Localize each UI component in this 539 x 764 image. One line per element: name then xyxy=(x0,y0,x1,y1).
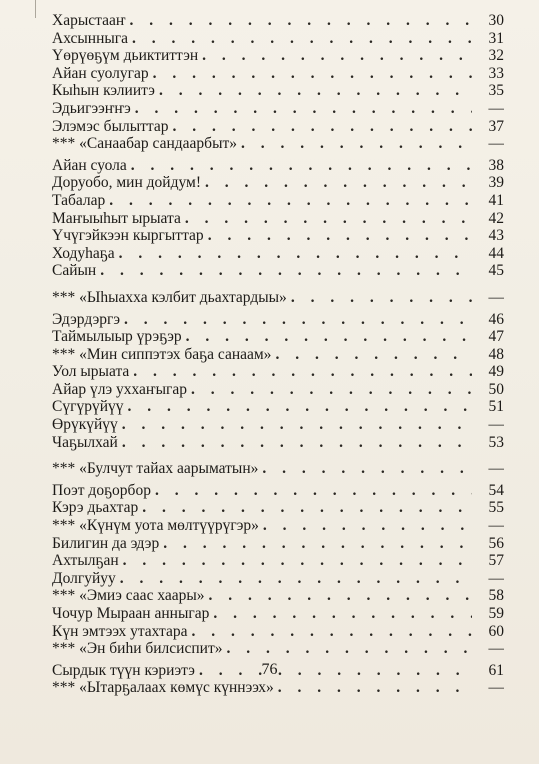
dot-leader xyxy=(191,381,472,399)
toc-entry-title: *** «Эмиэ саас хаары» xyxy=(52,587,205,605)
dot-leader xyxy=(120,570,472,588)
toc-entry-title: Сүгүрүйүү xyxy=(52,398,124,416)
toc-entry xyxy=(52,535,504,553)
toc-entry-page: 56 xyxy=(488,534,504,552)
toc-entry-page: — xyxy=(488,288,504,306)
toc-entry xyxy=(52,289,504,307)
toc-entry-title: *** «Мин сиппэтэх баҕа санаам» xyxy=(52,345,272,363)
toc-entry-page: — xyxy=(488,416,504,434)
toc-entry-page: 48 xyxy=(488,345,504,363)
toc-entry-page: — xyxy=(488,640,504,658)
toc-entry-title: Айан суола xyxy=(52,156,127,174)
toc-entry xyxy=(52,460,504,478)
toc-entry xyxy=(52,570,504,588)
toc-entry-title: Эдэрдэргэ xyxy=(52,310,121,328)
toc-entry xyxy=(52,398,504,416)
toc-entry xyxy=(52,346,504,364)
dot-leader xyxy=(173,118,473,136)
dot-leader xyxy=(135,100,472,118)
dot-leader xyxy=(163,535,472,553)
dot-leader xyxy=(291,289,472,307)
toc-entry xyxy=(52,482,504,500)
dot-leader xyxy=(142,499,472,517)
dot-leader xyxy=(159,82,472,100)
dot-leader xyxy=(226,640,472,658)
toc-entry-title: Долгуйуу xyxy=(52,569,116,587)
dot-leader xyxy=(124,311,472,329)
dot-leader xyxy=(263,517,472,535)
toc-entry-title: *** «Санаабар сандаарбыт» xyxy=(52,135,238,153)
toc-entry-title: Билигин да эдэр xyxy=(52,534,160,552)
toc-entry xyxy=(52,47,504,65)
dot-leader xyxy=(109,192,472,210)
toc-entry-title: Сайын xyxy=(52,262,97,280)
table-of-contents xyxy=(52,12,504,697)
toc-entry xyxy=(52,416,504,434)
toc-entry-title: Ахтылҕан xyxy=(52,552,119,570)
toc-entry-page: 55 xyxy=(488,499,504,517)
dot-leader xyxy=(100,262,472,280)
toc-entry-page: 37 xyxy=(488,117,504,135)
page-number: 76 xyxy=(261,661,278,678)
dot-leader xyxy=(202,47,472,65)
toc-entry xyxy=(52,82,504,100)
dot-leader xyxy=(123,552,472,570)
toc-entry-title: *** «Булчут тайах аарыматын» xyxy=(52,460,259,478)
dot-leader xyxy=(241,135,472,153)
toc-entry-title: Уол ырыата xyxy=(52,363,130,381)
dot-leader xyxy=(128,398,473,416)
toc-entry-page: 33 xyxy=(488,64,504,82)
toc-entry xyxy=(52,227,504,245)
toc-entry-page: 47 xyxy=(488,328,504,346)
toc-entry xyxy=(52,552,504,570)
dot-leader xyxy=(275,346,472,364)
toc-entry-title: Үчүгэйкээн кыргыттар xyxy=(52,227,204,245)
toc-entry xyxy=(52,434,504,452)
toc-entry-title: Күн эмтээх утахтара xyxy=(52,622,188,640)
toc-entry-page: 53 xyxy=(488,433,504,451)
toc-entry xyxy=(52,328,504,346)
dot-leader xyxy=(133,363,472,381)
toc-entry-page: — xyxy=(488,99,504,117)
toc-entry-title: Элэмэс былыттар xyxy=(52,117,169,135)
toc-entry-page: 46 xyxy=(488,310,504,328)
dot-leader xyxy=(132,30,472,48)
toc-entry xyxy=(52,262,504,280)
toc-entry-title: Табалар xyxy=(52,191,106,209)
toc-entry xyxy=(52,517,504,535)
toc-entry-title: Ходуһаҕа xyxy=(52,244,115,262)
toc-entry xyxy=(52,640,504,658)
toc-entry-page: 57 xyxy=(488,552,504,570)
toc-entry-title: Сырдык түүн кэриэтэ xyxy=(52,661,195,679)
toc-entry-title: Чаҕылхай xyxy=(52,433,118,451)
toc-entry-page: 30 xyxy=(488,12,504,29)
dot-leader xyxy=(185,210,472,228)
toc-entry xyxy=(52,174,504,192)
toc-entry-title: Чочур Мыраан анныгар xyxy=(52,605,210,622)
toc-entry-page: — xyxy=(488,135,504,153)
toc-entry xyxy=(52,605,504,623)
toc-entry xyxy=(52,363,504,381)
toc-entry xyxy=(52,210,504,228)
toc-entry-page: 60 xyxy=(488,622,504,640)
dot-leader xyxy=(209,587,472,605)
toc-entry-page: 43 xyxy=(488,227,504,245)
toc-entry-page: — xyxy=(488,460,504,478)
toc-entry xyxy=(52,245,504,263)
toc-entry-page: 39 xyxy=(488,174,504,192)
toc-entry xyxy=(52,12,504,30)
toc-entry-title: *** «Күнүм уота мөлтүүрүгэр» xyxy=(52,517,259,535)
toc-entry xyxy=(52,135,504,153)
dot-leader xyxy=(153,65,472,83)
toc-entry-title: Кэрэ дьахтар xyxy=(52,499,139,517)
toc-entry-title: Айар үлэ уххаҥыгар xyxy=(52,380,187,398)
toc-entry-page: 51 xyxy=(488,398,504,416)
dot-leader xyxy=(155,482,472,500)
toc-entry xyxy=(52,623,504,641)
dot-leader xyxy=(262,460,472,478)
toc-entry-title: Харыстааҥ xyxy=(52,12,126,29)
toc-entry-page: 49 xyxy=(488,363,504,381)
toc-entry-title: Үөрүөҕүм дьиктиттэн xyxy=(52,47,199,65)
toc-entry-title: Айан суолугар xyxy=(52,64,149,82)
toc-entry xyxy=(52,499,504,517)
toc-entry-page: 45 xyxy=(488,262,504,280)
dot-leader xyxy=(119,245,472,263)
page-edge-line xyxy=(35,0,36,18)
toc-entry xyxy=(52,679,504,697)
toc-entry-page: 31 xyxy=(488,29,504,47)
dot-leader xyxy=(208,227,472,245)
toc-entry-page: 50 xyxy=(488,380,504,398)
toc-entry xyxy=(52,30,504,48)
toc-entry-page: 35 xyxy=(488,82,504,100)
toc-entry-title: Эдьигээҥҥэ xyxy=(52,99,131,117)
toc-entry xyxy=(52,100,504,118)
toc-entry-title: *** «Эн биһи билсиспит» xyxy=(52,640,223,658)
toc-entry-title: Өрүкүйүү xyxy=(52,416,118,434)
dot-leader xyxy=(205,174,472,192)
toc-entry-title: Поэт доҕорбор xyxy=(52,481,151,499)
toc-entry-page: 41 xyxy=(488,191,504,209)
toc-entry-page: — xyxy=(488,569,504,587)
toc-entry xyxy=(52,381,504,399)
dot-leader xyxy=(213,605,472,623)
toc-entry-page: 61 xyxy=(488,661,504,679)
toc-entry-page: 32 xyxy=(488,47,504,65)
toc-entry-page: 38 xyxy=(488,156,504,174)
toc-entry xyxy=(52,587,504,605)
toc-entry xyxy=(52,192,504,210)
dot-leader xyxy=(192,623,473,641)
toc-entry-title: *** «Ыһыахха кэлбит дьахтардыы» xyxy=(52,288,287,306)
toc-entry-page: 58 xyxy=(488,587,504,605)
dot-leader xyxy=(122,416,472,434)
toc-entry-title: Маҥыыһыт ырыата xyxy=(52,209,181,227)
toc-entry-title: Кыһын кэлиитэ xyxy=(52,82,155,100)
toc-entry-title: *** «Ытарҕалаах көмүс күннээх» xyxy=(52,679,274,697)
toc-entry-page: — xyxy=(488,679,504,697)
toc-entry-title: Ахсынныга xyxy=(52,29,129,47)
toc-entry-title: Доруобо, мин дойдум! xyxy=(52,174,201,192)
toc-entry xyxy=(52,157,504,175)
dot-leader xyxy=(278,679,472,697)
dot-leader xyxy=(130,12,473,30)
dot-leader xyxy=(186,328,472,346)
toc-entry-page: — xyxy=(488,517,504,535)
toc-entry xyxy=(52,118,504,136)
toc-entry xyxy=(52,65,504,83)
dot-leader xyxy=(131,157,472,175)
toc-entry-page: 44 xyxy=(488,244,504,262)
toc-entry-page: 59 xyxy=(488,605,504,622)
toc-entry-page: 54 xyxy=(488,481,504,499)
toc-entry-title: Таймылыыр үрэҕэр xyxy=(52,328,182,346)
dot-leader xyxy=(122,434,472,452)
toc-entry-page: 42 xyxy=(488,209,504,227)
toc-entry xyxy=(52,311,504,329)
